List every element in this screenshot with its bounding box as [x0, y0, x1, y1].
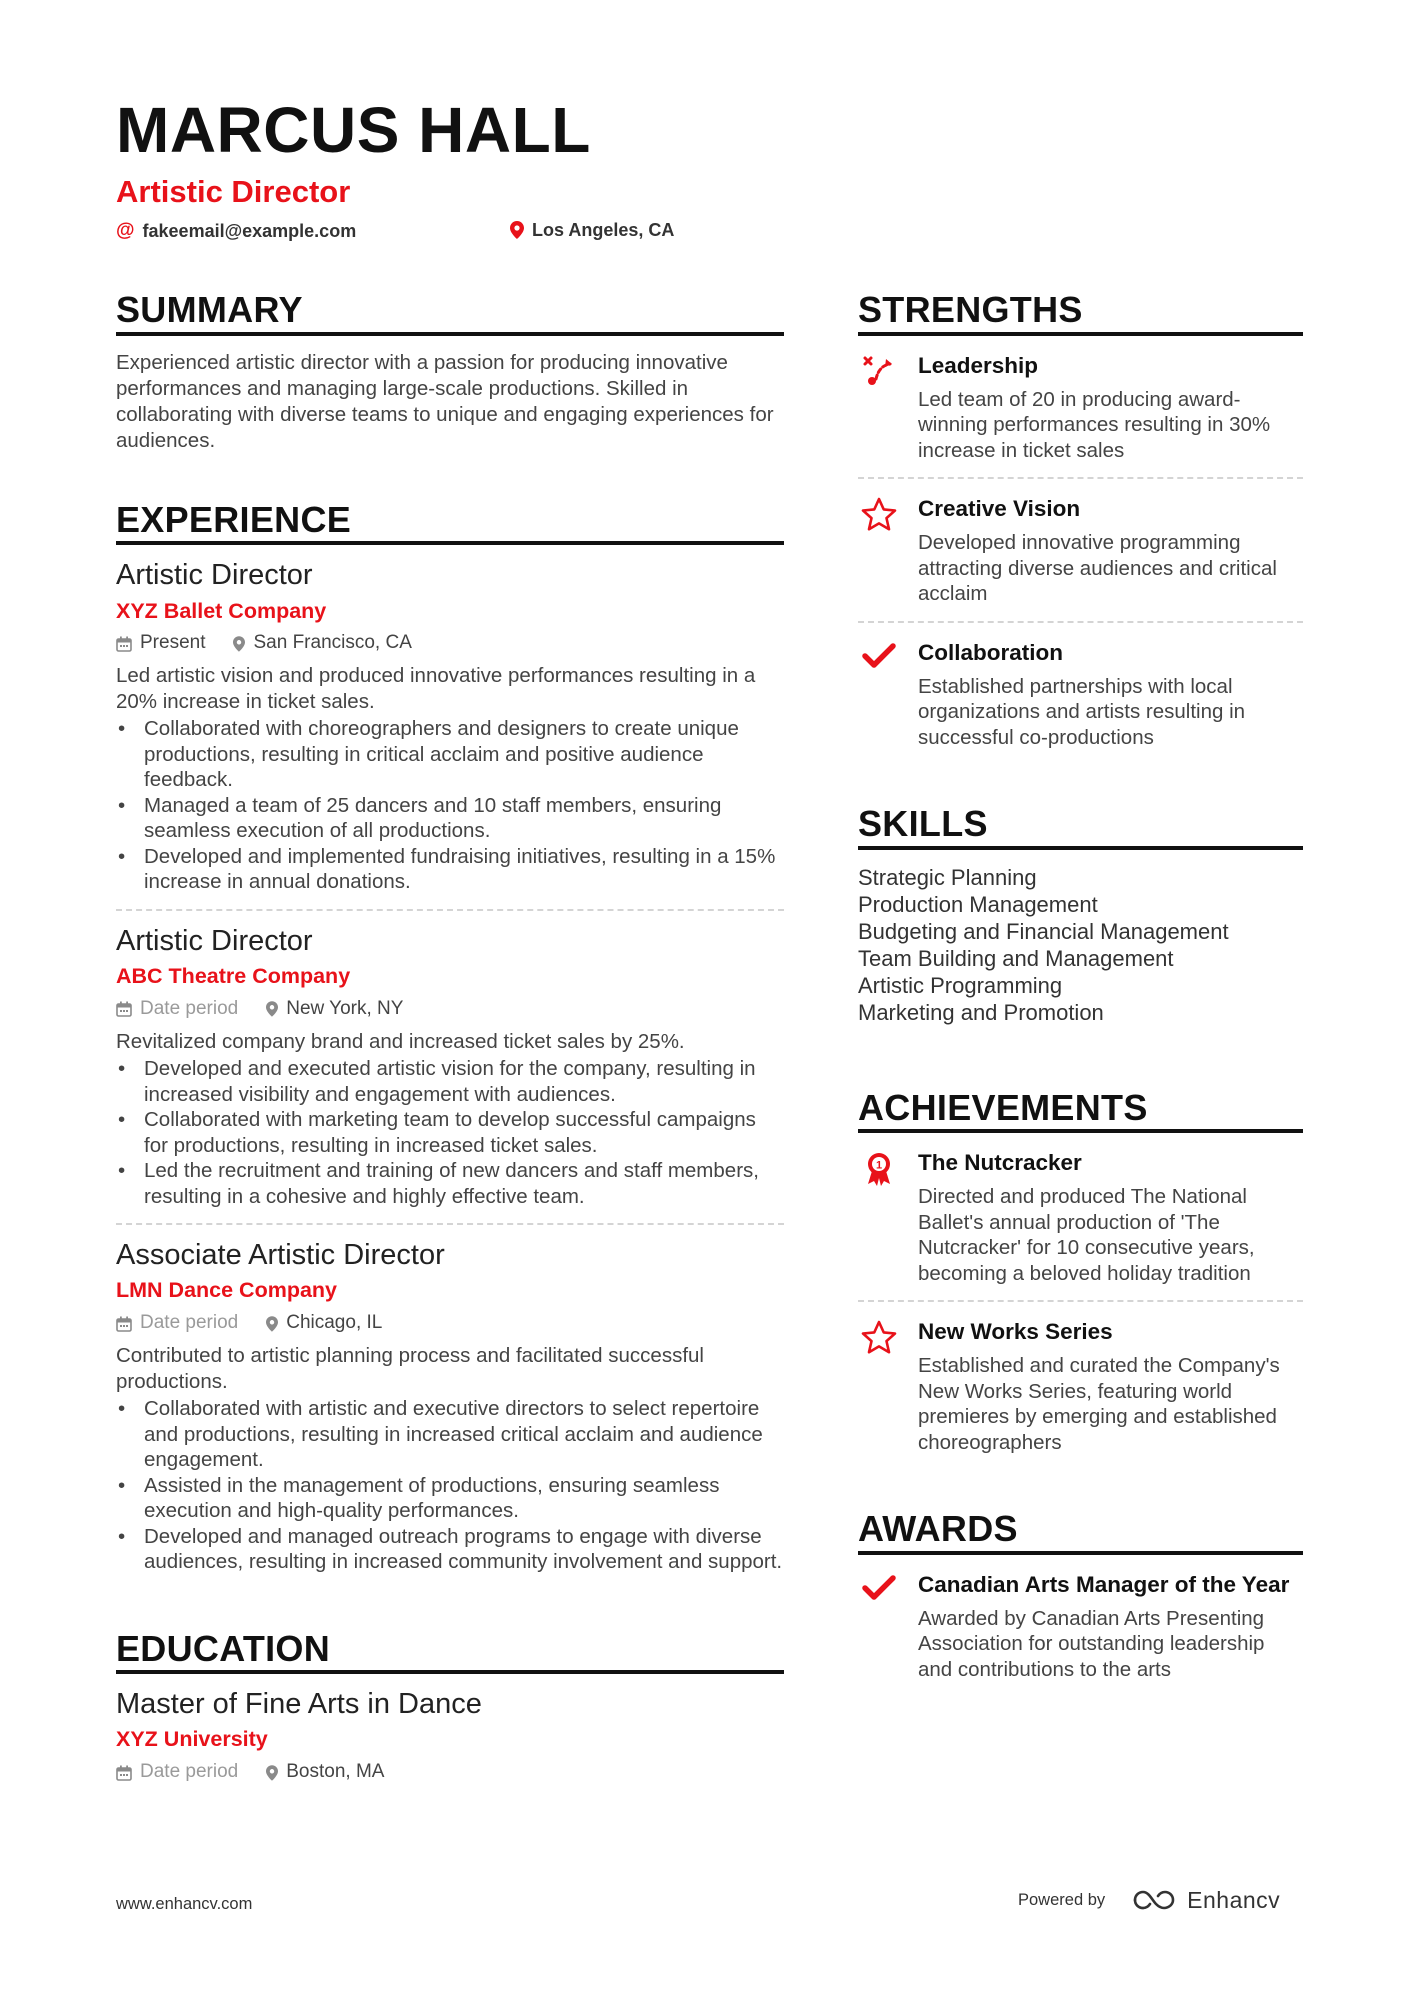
company-name: LMN Dance Company	[116, 1278, 338, 1303]
period-text: Present	[140, 632, 206, 654]
job-location	[266, 998, 403, 1021]
check-icon	[858, 639, 900, 751]
job-title: Associate Artistic Director	[116, 1239, 445, 1272]
location-pin-icon	[266, 1765, 278, 1781]
strength-item	[858, 479, 1303, 623]
right-column	[858, 290, 1303, 1696]
strategy-icon	[858, 352, 900, 464]
strengths-section	[858, 290, 1303, 764]
achievements-heading: ACHIEVEMENTS	[858, 1088, 1303, 1134]
education-heading: EDUCATION	[116, 1629, 784, 1675]
skills-heading: SKILLS	[858, 804, 1303, 850]
job-period	[116, 632, 205, 655]
strength-title: Creative Vision	[918, 496, 1081, 522]
check-icon	[858, 1571, 900, 1683]
job-period	[116, 998, 238, 1021]
company-name: ABC Theatre Company	[116, 963, 351, 988]
svg-text:1: 1	[875, 1159, 883, 1172]
location-text: Boston, MA	[286, 1761, 385, 1783]
experience-heading: EXPERIENCE	[116, 500, 784, 546]
bullet-item: • Developed and executed artistic vision for the company, resulting in increased visibility and engagement with audiences.	[118, 1057, 756, 1106]
job-description: Revitalized company brand and increased ticket sales by 25%.	[116, 1029, 685, 1053]
strengths-heading: STRENGTHS	[858, 290, 1303, 336]
star-icon	[858, 495, 900, 607]
job-meta	[116, 998, 784, 1021]
education-meta	[116, 1761, 784, 1784]
award-ribbon-icon	[858, 1149, 900, 1286]
candidate-title: Artistic Director	[116, 174, 351, 209]
summary-text: Experienced artistic director with a passion for producing innovative performances and managing large-scale productions. Skilled in collaborating with diverse teams to unique and engaging experiences for audiences.	[116, 350, 774, 452]
at-icon: @	[116, 220, 135, 241]
achievement-title: The Nutcracker	[918, 1150, 1082, 1176]
job-period	[116, 1312, 238, 1335]
job-bullets	[116, 1396, 784, 1575]
period-text: Date period	[140, 1761, 239, 1783]
calendar-icon	[116, 1316, 132, 1332]
achievement-item	[858, 1133, 1303, 1302]
contact-location	[510, 221, 674, 239]
footer-website[interactable]: www.enhancv.com	[116, 1895, 253, 1913]
job-bullets	[116, 716, 784, 895]
job-description: Led artistic vision and produced innovative performances resulting in a 20% increase in ticket sales.	[116, 664, 756, 713]
job-location	[233, 632, 411, 655]
period-text: Date period	[140, 997, 239, 1019]
strength-title: Leadership	[918, 352, 1039, 378]
job-entry	[116, 545, 784, 910]
award-title: Canadian Arts Manager of the Year	[918, 1571, 1290, 1597]
job-entry	[116, 1225, 784, 1588]
calendar-icon	[116, 636, 132, 652]
bullet-item: • Assisted in the management of productions, ensuring seamless execution and high-quality performances.	[118, 1473, 720, 1522]
bullet-item: • Developed and implemented fundraising initiatives, resulting in a 15% increase in annual donations.	[118, 844, 776, 894]
job-title: Artistic Director	[116, 559, 313, 592]
skill-item: Production Management	[858, 891, 1098, 917]
job-bullets	[116, 1056, 784, 1209]
footer-powered-by[interactable]	[1018, 1887, 1280, 1913]
education-entry	[116, 1674, 784, 1798]
bullet-item: • Collaborated with artistic and executive directors to select repertoire and productions, resulting in increased critical acclaim and audience engagement.	[118, 1397, 763, 1471]
achievement-desc: Established and curated the Company's New Works Series, featuring world premieres by emerging and established choreographers	[918, 1354, 1280, 1454]
location-text: San Francisco, CA	[253, 632, 412, 654]
summary-heading: SUMMARY	[116, 290, 784, 336]
achievements-section	[858, 1088, 1303, 1470]
skill-item: Marketing and Promotion	[858, 999, 1104, 1025]
achievement-item	[858, 1302, 1303, 1469]
left-column	[116, 290, 784, 1798]
brand-logo	[1131, 1887, 1280, 1913]
calendar-icon	[116, 1765, 132, 1781]
bullet-item: • Collaborated with choreographers and designers to create unique productions, resulting in critical acclaim and positive audience feedback.	[118, 717, 739, 792]
brand-name: Enhancv	[1187, 1886, 1281, 1913]
email-text: fakeemail@example.com	[142, 220, 357, 241]
strength-title: Collaboration	[918, 639, 1063, 665]
star-icon	[858, 1318, 900, 1455]
contact-email[interactable]	[116, 221, 356, 240]
bullet-item: • Managed a team of 25 dancers and 10 staff members, ensuring seamless execution of all productions.	[118, 793, 722, 843]
job-location	[266, 1312, 382, 1335]
location-pin-icon	[266, 1001, 278, 1017]
job-title: Artistic Director	[116, 924, 313, 957]
location-text: Los Angeles, CA	[532, 220, 675, 240]
experience-section	[116, 500, 784, 1589]
summary-section	[116, 290, 784, 454]
period-text: Date period	[140, 1312, 239, 1334]
strength-item	[858, 623, 1303, 765]
strength-desc: Led team of 20 in producing award-winning performances resulting in 30% increase in ticket sales	[918, 387, 1271, 462]
degree-title: Master of Fine Arts in Dance	[116, 1688, 482, 1721]
award-desc: Awarded by Canadian Arts Presenting Association for outstanding leadership and contributions to the arts	[918, 1606, 1265, 1681]
skills-list	[858, 864, 1303, 1026]
location-pin-icon	[510, 221, 524, 239]
job-meta	[116, 1312, 784, 1335]
awards-section	[858, 1509, 1303, 1696]
skills-section	[858, 804, 1303, 1026]
school-name: XYZ University	[116, 1727, 268, 1752]
candidate-name: MARCUS HALL	[116, 94, 591, 166]
company-name: XYZ Ballet Company	[116, 598, 327, 623]
education-section	[116, 1629, 784, 1799]
strength-desc: Developed innovative programming attracting diverse audiences and critical acclaim	[918, 531, 1277, 606]
achievement-desc: Directed and produced The National Ballet's annual production of 'The Nutcracker' for 10 consecutive years, becoming a beloved holiday tradition	[918, 1185, 1255, 1285]
skill-item: Team Building and Management	[858, 945, 1174, 971]
skill-item: Artistic Programming	[858, 972, 1063, 998]
award-item	[858, 1555, 1303, 1697]
bullet-item: • Collaborated with marketing team to develop successful campaigns for productions, resulting in increased ticket sales.	[118, 1108, 756, 1157]
location-text: Chicago, IL	[286, 1312, 383, 1334]
skill-item: Budgeting and Financial Management	[858, 918, 1229, 944]
education-period	[116, 1761, 238, 1784]
bullet-item: • Developed and managed outreach programs to engage with diverse audiences, resulting in increased community involvement and support.	[118, 1524, 783, 1573]
job-description: Contributed to artistic planning process and facilitated successful productions.	[116, 1344, 704, 1393]
achievement-title: New Works Series	[918, 1319, 1113, 1345]
location-pin-icon	[266, 1316, 278, 1332]
strength-item	[858, 336, 1303, 480]
awards-heading: AWARDS	[858, 1509, 1303, 1555]
enhancv-logo-icon	[1131, 1887, 1177, 1913]
powered-by-label: Powered by	[1018, 1890, 1106, 1909]
skill-item: Strategic Planning	[858, 864, 1037, 890]
education-location	[266, 1761, 384, 1784]
bullet-item: • Led the recruitment and training of new dancers and staff members, resulting in a cohesive and highly effective team.	[118, 1159, 759, 1208]
location-pin-icon	[233, 636, 245, 652]
strength-desc: Established partnerships with local organizations and artists resulting in successful co-productions	[918, 674, 1246, 749]
calendar-icon	[116, 1001, 132, 1017]
job-meta	[116, 632, 784, 655]
job-entry	[116, 911, 784, 1225]
location-text: New York, NY	[286, 997, 404, 1019]
